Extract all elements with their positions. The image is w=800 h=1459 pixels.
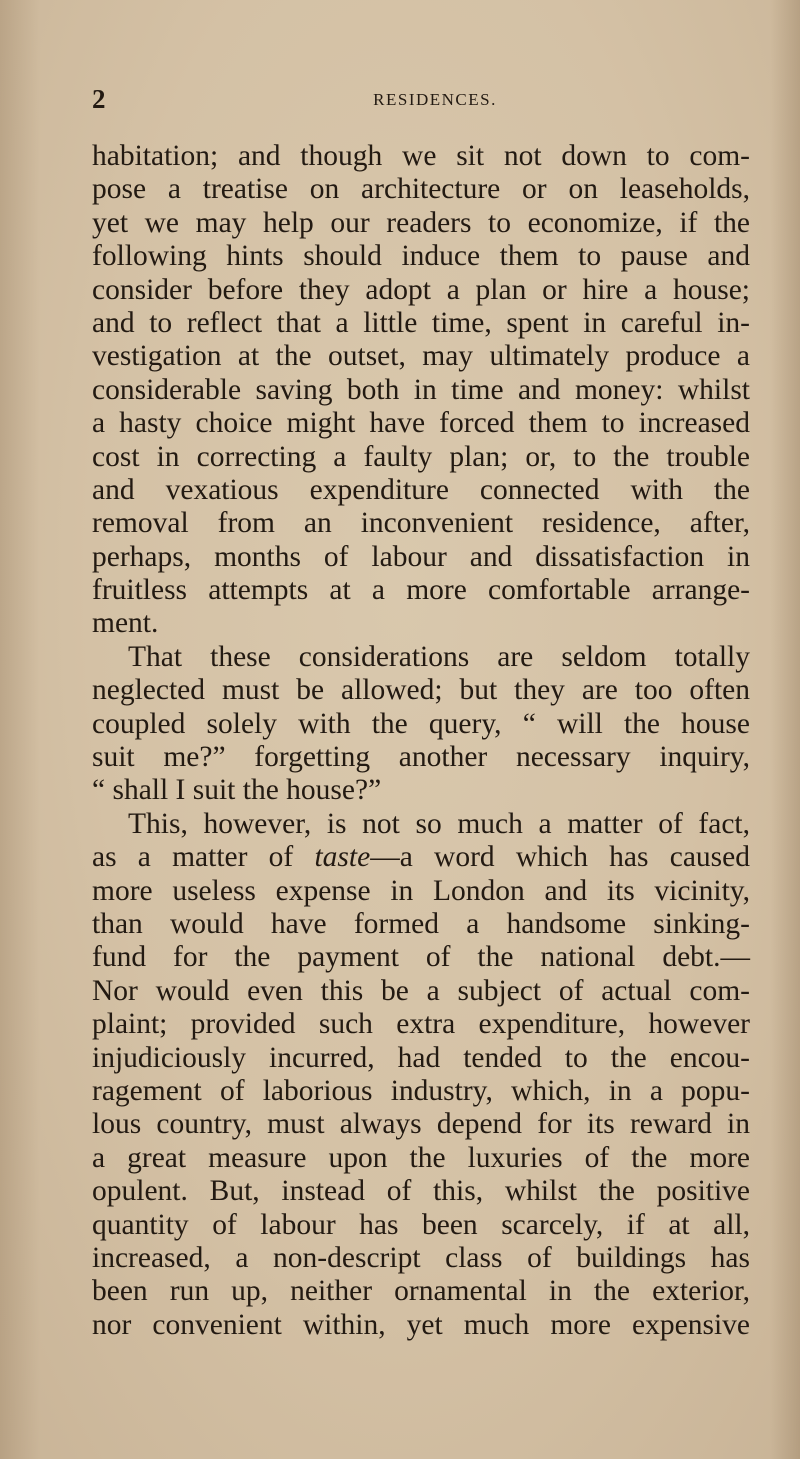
text-line	[92, 841, 750, 874]
text-line: a hasty choice might have forced them to increased	[92, 407, 750, 440]
text-line: nor convenient within, yet much more expensive	[92, 1308, 750, 1341]
text-line: fruitless attempts at a more comfortable arrange-	[92, 574, 750, 607]
text-line: removal from an inconvenient residence, after,	[92, 507, 750, 540]
text-line: plaint; provided such extra expenditure, however	[92, 1008, 750, 1041]
paragraph-start-line: This, however, is not so much a matter of fact,	[128, 807, 750, 840]
page-number: 2	[92, 84, 106, 114]
text-line: and vexatious expenditure connected with the	[92, 473, 750, 506]
text-line: consider before they adopt a plan or hire a house;	[92, 273, 750, 306]
text-line: more useless expense in London and its vicinity,	[92, 874, 750, 907]
text-line: Nor would even this be a subject of actual com-	[92, 974, 750, 1007]
text-run: —a word which has caused	[370, 841, 750, 874]
text-line: yet we may help our readers to economize, if the	[92, 206, 750, 239]
text-line: perhaps, months of labour and dissatisfaction in	[92, 540, 750, 573]
text-line: cost in correcting a faulty plan; or, to the trouble	[92, 440, 750, 473]
text-line: opulent. But, instead of this, whilst the positive	[92, 1175, 750, 1208]
text-line: ragement of laborious industry, which, in a popu-	[92, 1074, 750, 1107]
text-line: increased, a non-descript class of buildings has	[92, 1241, 750, 1274]
text-line: and to reflect that a little time, spent in careful in-	[92, 306, 750, 339]
body-text	[92, 140, 750, 1342]
text-line: neglected must be allowed; but they are too often	[92, 674, 750, 707]
text-line: injudiciously incurred, had tended to the encou-	[92, 1041, 750, 1074]
text-line: fund for the payment of the national debt.—	[92, 941, 750, 974]
text-line: a great measure upon the luxuries of the more	[92, 1141, 750, 1174]
page-edge-shadow-left	[0, 0, 40, 1459]
text-line: suit me?” forgetting another necessary inquiry,	[92, 741, 750, 774]
text-line: been run up, neither ornamental in the exterior,	[92, 1275, 750, 1308]
running-head-title: RESIDENCES.	[373, 90, 497, 109]
text-line: vestigation at the outset, may ultimately produce a	[92, 340, 750, 373]
text-line: than would have formed a handsome sinking-	[92, 907, 750, 940]
paragraph-end-line: ment.	[92, 607, 159, 640]
running-head	[92, 84, 748, 114]
text-run: as a matter of	[92, 841, 315, 874]
text-line: pose a treatise on architecture or on leaseholds,	[92, 173, 750, 206]
italic-word: taste	[314, 841, 371, 874]
text-line: considerable saving both in time and money: whilst	[92, 373, 750, 406]
paragraph-start-line: That these considerations are seldom totally	[128, 640, 750, 673]
text-line: coupled solely with the query, “ will the house	[92, 707, 750, 740]
text-line: lous country, must always depend for its reward in	[92, 1108, 750, 1141]
text-line: quantity of labour has been scarcely, if at all,	[92, 1208, 750, 1241]
page-edge-shadow-right	[770, 0, 800, 1459]
paragraph-end-line: “ shall I suit the house?”	[92, 774, 382, 807]
text-line: habitation; and though we sit not down to com-	[92, 140, 750, 172]
text-line: following hints should induce them to pause and	[92, 240, 750, 273]
